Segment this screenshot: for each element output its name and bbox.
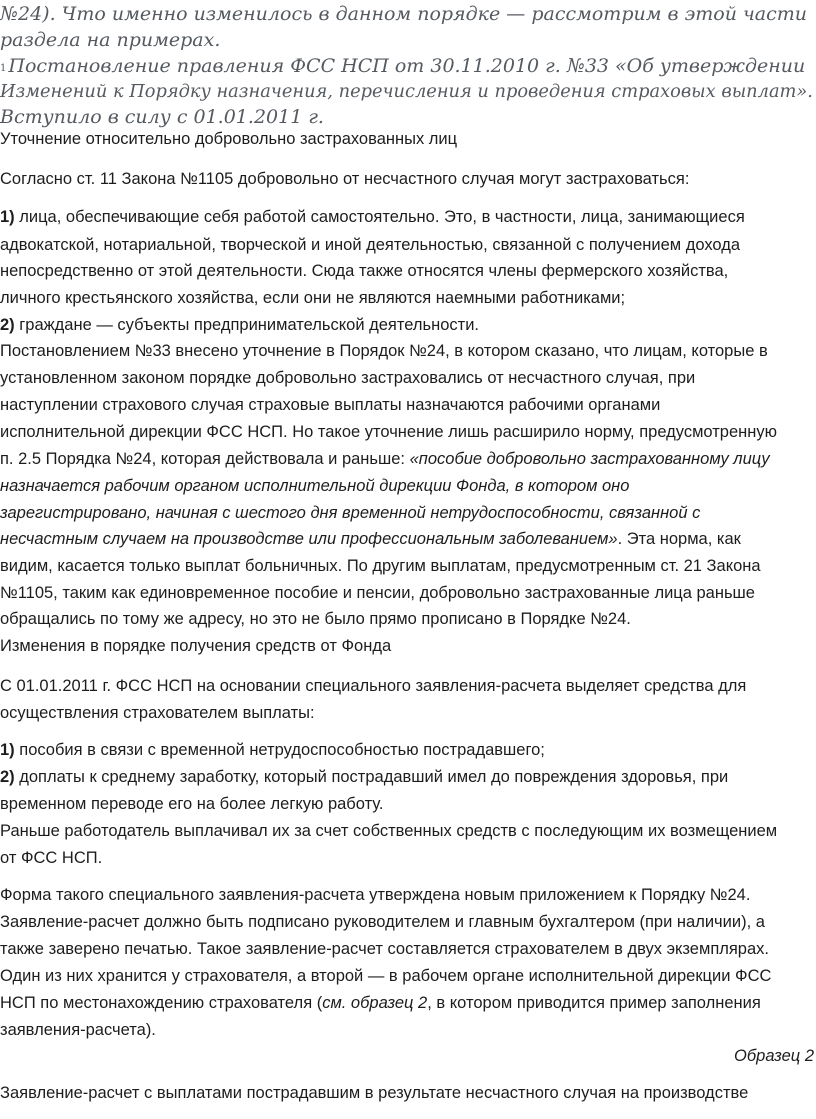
paragraph-line: также заверено печатью. Такое заявление-расчет составляется страхователем в двух экземплярах. <box>0 940 769 958</box>
footnote-mark: 1 <box>0 63 7 74</box>
paragraph-line: исполнительной дирекции ФСС НСП. Но такое уточнение лишь расширило норму, предусмотренную <box>0 423 777 441</box>
paragraph-line: личного крестьянского хозяйства, если они не являются наемными работниками; <box>0 289 626 307</box>
paragraph-line: С 01.01.2011 г. ФСС НСП на основании специального заявления-расчета выделяет средства для <box>0 677 747 695</box>
quote-text: несчастным случаем на производстве или профессиональным заболеванием» <box>0 530 618 548</box>
list-number: 1) <box>0 741 15 759</box>
list-item: 1) лица, обеспечивающие себя работой самостоятельно. Это, в частности, лица, занимающиеся <box>0 208 745 226</box>
paragraph-line: видим, касается только выплат больничных. По другим выплатам, предусмотренным ст. 21 Закона <box>0 557 761 575</box>
paragraph-line: обращались по тому же адресу, но это не было прямо прописано в Порядке №24. <box>0 610 631 628</box>
paragraph-line: Форма такого специального заявления-расчета утверждена новым приложением к Порядку №24. <box>0 886 751 904</box>
paragraph-line: №1105, таким как единовременное пособие и пенсии, добровольно застрахованные лица раньше <box>0 584 755 602</box>
paragraph-line: Заявление-расчет с выплатами пострадавшим в результате несчастного случая на производстве <box>0 1084 749 1102</box>
paragraph-line: осуществления страхователем выплаты: <box>0 704 315 722</box>
paragraph-line: от ФСС НСП. <box>0 849 103 867</box>
paragraph-line: Один из них хранится у страхователя, а второй — в рабочем органе исполнительной дирекции ФСС <box>0 967 772 985</box>
list-item: 1) пособия в связи с временной нетрудоспособностью пострадавшего; <box>0 741 545 759</box>
sample-label: Образец 2 <box>734 1047 814 1065</box>
quote-text: «пособие добровольно застрахованному лицу <box>409 450 770 468</box>
paragraph-line: наступлении страхового случая страховые выплаты назначаются рабочими органами <box>0 396 661 414</box>
header-line: Вступило в силу с 01.01.2011 г. <box>0 106 324 128</box>
sample-reference: см. образец 2 <box>322 994 428 1012</box>
paragraph-line: адвокатской, нотариальной, творческой и иной деятельностью, связанной с получением дохода <box>0 236 741 254</box>
paragraph-line: НСП по местонахождению страхователя (см. образец 2, в котором приводится пример заполнения <box>0 994 761 1012</box>
paragraph-line: п. 2.5 Порядка №24, которая действовала и раньше: «пособие добровольно застрахованному лицу <box>0 450 770 468</box>
paragraph-line: Заявление-расчет должно быть подписано руководителем и главным бухгалтером (при наличии), а <box>0 913 765 931</box>
section-heading: Уточнение относительно добровольно застрахованных лиц <box>0 130 458 148</box>
list-item: 2) граждане — субъекты предпринимательской деятельности. <box>0 316 479 334</box>
quote-line: зарегистрировано, начиная с шестого дня временной нетрудоспособности, связанной с <box>0 504 701 522</box>
footnote-line: $^1$ Постановление правления ФСС НСП от 30.11.2010 г. №33 «Об утверждении <box>0 55 806 77</box>
paragraph-line: установленном законом порядке добровольно застраховались от несчастного случая, при <box>0 369 696 387</box>
paragraph-line: Согласно ст. 11 Закона №1105 добровольно от несчастного случая могут застраховаться: <box>0 170 690 188</box>
paragraph-line: Раньше работодатель выплачивал их за счет собственных средств с последующим их возмещением <box>0 822 778 840</box>
header-line: Изменений к Порядку назначения, перечисления и проведения страховых выплат». <box>0 81 813 102</box>
paragraph-line: непосредственно от этой деятельности. Сюда также относятся члены фермерского хозяйства, <box>0 262 729 280</box>
list-number: 1) <box>0 208 15 226</box>
paragraph-line: Постановлением №33 внесено уточнение в Порядок №24, в котором сказано, что лицам, которые в <box>0 342 768 360</box>
paragraph-line: временном переводе его на более легкую работу. <box>0 795 384 813</box>
quote-line: назначается рабочим органом исполнительной дирекции Фонда, в котором оно <box>0 477 630 495</box>
paragraph-line: заявления-расчета). <box>0 1021 156 1039</box>
list-number: 2) <box>0 768 15 786</box>
section-heading: Изменения в порядке получения средств от Фонда <box>0 637 392 655</box>
list-number: 2) <box>0 316 15 334</box>
paragraph-line: несчастным случаем на производстве или профессиональным заболеванием». Эта норма, как <box>0 530 741 548</box>
list-item: 2) доплаты к среднему заработку, который пострадавший имел до повреждения здоровья, при <box>0 768 729 786</box>
header-line: №24). Что именно изменилось в данном порядке — рассмотрим в этой части <box>0 3 808 25</box>
header-line: раздела на примерах. <box>0 29 221 51</box>
